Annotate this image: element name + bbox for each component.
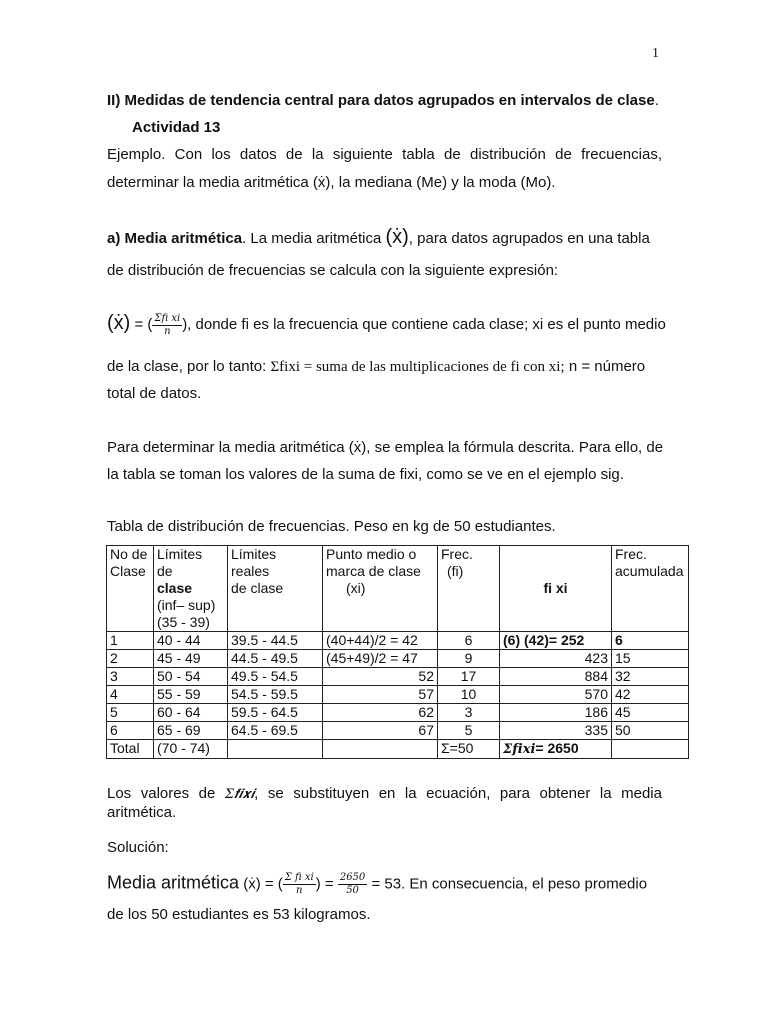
total-limits: (70 - 74): [154, 740, 228, 759]
cell-clase: 5: [107, 704, 154, 722]
table-row: [107, 632, 689, 650]
solucion-label: Solución:: [107, 839, 169, 856]
header-acumulada: Frec. acumulada: [612, 546, 689, 632]
page-number: 1: [652, 46, 659, 61]
cell-acum: 45: [612, 704, 689, 722]
cell-acum: 15: [612, 650, 689, 668]
cell-frec: 3: [438, 704, 500, 722]
cell-punto: 57: [323, 686, 438, 704]
cell-lim: 50 - 54: [154, 668, 228, 686]
formula-line-3: total de datos.: [107, 385, 202, 402]
table-row: [107, 722, 689, 740]
total-label: Total: [107, 740, 154, 759]
cell-punto: (40+44)/2 = 42: [323, 632, 438, 650]
cell-punto: 67: [323, 722, 438, 740]
cell-real: 54.5 - 59.5: [228, 686, 323, 704]
cell-real: 39.5 - 44.5: [228, 632, 323, 650]
formula-line-2: de la clase, por lo tanto: Σfixi = suma de las multiplicaciones de fi con xi; n = número: [107, 358, 646, 375]
cell-punto: 52: [323, 668, 438, 686]
total-frec: Σ=50: [438, 740, 500, 759]
cell-acum: 42: [612, 686, 689, 704]
cell-frec: 9: [438, 650, 500, 668]
activity-title: Actividad 13: [132, 119, 221, 136]
header-limites-reales: Límites reales de clase: [228, 546, 323, 632]
cell-fixi: 570: [500, 686, 612, 704]
section-a-line-1: a) Media aritmética. La media aritmética (ẋ), para datos agrupados en una tabla: [107, 226, 650, 248]
paragraph-line-2: la tabla se toman los valores de la suma de fixi, como se ve en el ejemplo sig.: [107, 466, 624, 483]
total-fixi: Σ𝒇𝒊𝒙𝒊= 2650: [500, 740, 612, 759]
after-table-line-2: aritmética.: [107, 804, 177, 821]
cell-frec: 10: [438, 686, 500, 704]
cell-lim: 65 - 69: [154, 722, 228, 740]
header-fixi: fi xi: [500, 546, 612, 632]
cell-clase: 6: [107, 722, 154, 740]
intro-line-1: Ejemplo. Con los datos de la siguiente tabla de distribución de frecuencias,: [107, 146, 662, 163]
cell-acum: 50: [612, 722, 689, 740]
cell-fixi: 423: [500, 650, 612, 668]
cell-lim: 60 - 64: [154, 704, 228, 722]
cell-clase: 4: [107, 686, 154, 704]
solution-fraction-2: $\frac{2650}{50}$: [339, 872, 366, 896]
cell-lim: 45 - 49: [154, 650, 228, 668]
cell-frec: 17: [438, 668, 500, 686]
cell-lim: 40 - 44: [154, 632, 228, 650]
cell-real: 49.5 - 54.5: [228, 668, 323, 686]
intro-line-2: determinar la media aritmética (ẋ), la mediana (Me) y la moda (Mo).: [107, 174, 556, 191]
section-a-line-2: de distribución de frecuencias se calcula con la siguiente expresión:: [107, 262, 559, 279]
table-row: [107, 668, 689, 686]
solution-line-2: de los 50 estudiantes es 53 kilogramos.: [107, 906, 371, 923]
cell-punto: 62: [323, 704, 438, 722]
paragraph-line-1: Para determinar la media aritmética (ẋ), se emplea la fórmula descrita. Para ello, de: [107, 439, 664, 456]
cell-clase: 2: [107, 650, 154, 668]
cell-frec: 6: [438, 632, 500, 650]
cell-fixi: 884: [500, 668, 612, 686]
cell-acum: 6: [612, 632, 689, 650]
table-total-row: [107, 740, 689, 759]
cell-clase: 3: [107, 668, 154, 686]
cell-acum: 32: [612, 668, 689, 686]
formula-line-1: (ẋ) = ( $\frac{\text{Σfi xi}}{n}$ ), donde fi es la frecuencia que contiene cada clase; xi es el punto medio: [107, 312, 666, 337]
cell-frec: 5: [438, 722, 500, 740]
formula-fraction: $\frac{\text{Σfi xi}}{n}$: [154, 312, 181, 337]
solution-line-1: Media aritmética (ẋ) = ( $\frac{\text{Σ fi xi}}{n}$ ) = $\frac{2650}{50}$ = 53. En consecuencia, el peso promedio: [107, 872, 648, 896]
cell-clase: 1: [107, 632, 154, 650]
cell-fixi: (6) (42)= 252: [500, 632, 612, 650]
table-row: [107, 704, 689, 722]
header-punto-medio: Punto medio o marca de clase (xi): [323, 546, 438, 632]
cell-fixi: 335: [500, 722, 612, 740]
table-caption: Tabla de distribución de frecuencias. Peso en kg de 50 estudiantes.: [107, 518, 556, 535]
table-row: [107, 686, 689, 704]
header-frec: Frec. (fi): [438, 546, 500, 632]
section-heading: II) Medidas de tendencia central para datos agrupados en intervalos de clase.: [107, 92, 659, 109]
header-clase: No de Clase: [107, 546, 154, 632]
frequency-table: [106, 545, 689, 759]
header-limites: Límites de clase (inf– sup) (35 - 39): [154, 546, 228, 632]
cell-fixi: 186: [500, 704, 612, 722]
solution-fraction-1: $\frac{\text{Σ fi xi}}{n}$: [284, 872, 314, 896]
cell-real: 44.5 - 49.5: [228, 650, 323, 668]
cell-real: 59.5 - 64.5: [228, 704, 323, 722]
cell-punto: (45+49)/2 = 47: [323, 650, 438, 668]
cell-real: 64.5 - 69.5: [228, 722, 323, 740]
table-header-row: [107, 546, 689, 632]
after-table-line-1: Los valores de Σ𝒇𝒊𝒙𝒊, se substituyen en la ecuación, para obtener la media: [107, 785, 662, 802]
cell-lim: 55 - 59: [154, 686, 228, 704]
table-row: [107, 650, 689, 668]
